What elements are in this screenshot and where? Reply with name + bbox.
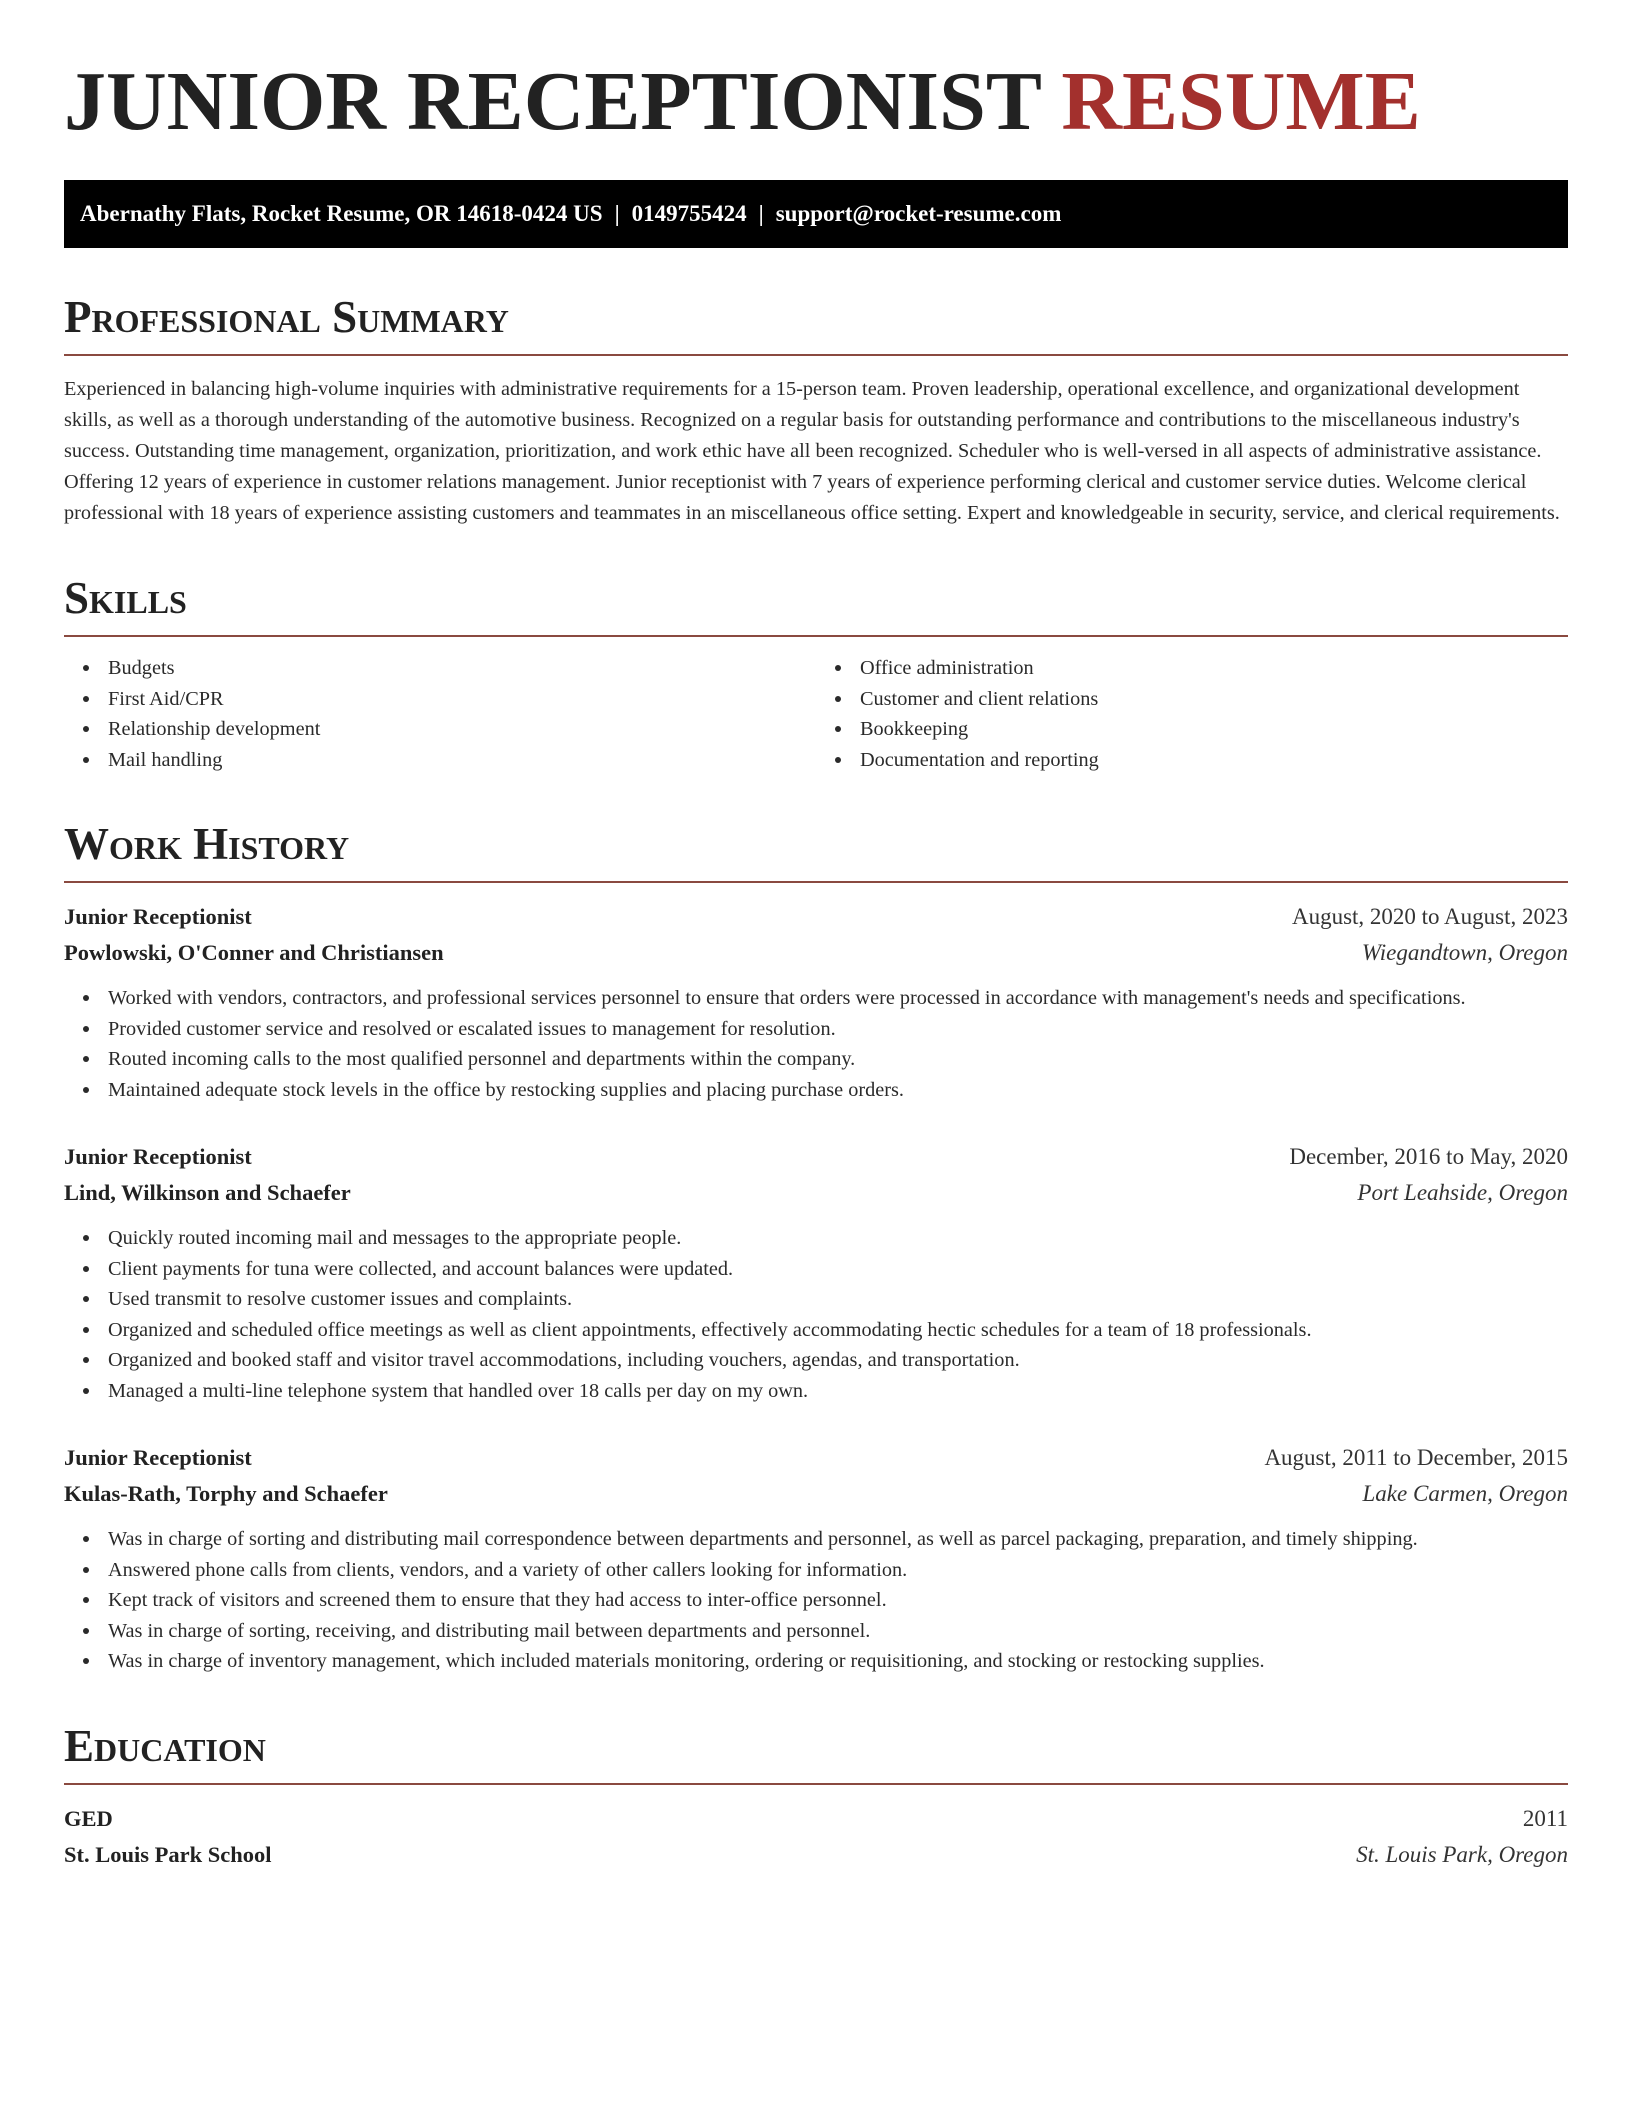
contact-separator: |	[614, 201, 620, 226]
job-duty: Answered phone calls from clients, vendors, and a variety of other callers looking for information.	[108, 1555, 1568, 1586]
education-heading: Education	[64, 1721, 1568, 1785]
job-duty: Maintained adequate stock levels in the office by restocking supplies and placing purchase orders.	[108, 1075, 1568, 1106]
job-duty: Provided customer service and resolved or escalated issues to management for resolution.	[108, 1014, 1568, 1045]
job-title-row	[64, 1440, 1568, 1476]
job-company: Lind, Wilkinson and Schaefer	[64, 1180, 351, 1205]
job-company: Kulas-Rath, Torphy and Schaefer	[64, 1481, 388, 1506]
work-history-section	[64, 819, 1568, 1677]
job-location: Wiegandtown, Oregon	[1361, 940, 1568, 965]
summary-section	[64, 292, 1568, 529]
job-location: Lake Carmen, Oregon	[1362, 1481, 1568, 1506]
skill-item: Relationship development	[108, 714, 816, 745]
job-duty: Was in charge of sorting and distributing mail correspondence between departments and personnel, as well as parcel packaging, preparation, and timely shipping.	[108, 1524, 1568, 1555]
job-title: Junior Receptionist	[64, 1445, 252, 1470]
skill-item: Bookkeeping	[860, 714, 1568, 745]
job-duties	[64, 983, 1568, 1105]
skill-item: Budgets	[108, 653, 816, 684]
skills-heading: Skills	[64, 573, 1568, 637]
job-title-row	[64, 899, 1568, 935]
job-dates: December, 2016 to May, 2020	[1289, 1144, 1568, 1169]
job-location: Port Leahside, Oregon	[1357, 1180, 1568, 1205]
summary-text: Experienced in balancing high-volume inquiries with administrative requirements for a 15-person team. Proven leadership, operational excellence, and organizational development skills, as well as a thorough understanding of the automotive business. Recognized on a regular basis for outstanding performance and contributions to the miscellaneous industry's success. Outstanding time management, organization, prioritization, and work ethic have all been recognized. Scheduler who is well-versed in all aspects of administrative assistance. Offering 12 years of experience in customer relations management. Junior receptionist with 7 years of experience performing clerical and customer service duties. Welcome clerical professional with 18 years of experience assisting customers and teammates in an miscellaneous office setting. Expert and knowledgeable in security, service, and clerical requirements.	[64, 378, 1560, 524]
contact-separator: |	[758, 201, 764, 226]
summary-heading: Professional Summary	[64, 292, 1568, 356]
work-history-heading: Work History	[64, 819, 1568, 883]
skills-list-left	[64, 653, 816, 775]
job-entry	[64, 899, 1568, 1105]
education-degree: GED	[64, 1805, 113, 1831]
job-title: Junior Receptionist	[64, 904, 252, 929]
contact-address: Abernathy Flats, Rocket Resume, OR 14618-0424 US	[80, 201, 603, 226]
job-duties	[64, 1223, 1568, 1406]
contact-phone: 0149755424	[631, 201, 747, 226]
title-accent: RESUME	[1061, 55, 1421, 148]
job-duty: Client payments for tuna were collected, and account balances were updated.	[108, 1254, 1568, 1285]
job-duty: Quickly routed incoming mail and messages to the appropriate people.	[108, 1223, 1568, 1254]
title-main: JUNIOR RECEPTIONIST	[64, 55, 1041, 148]
job-duty: Used transmit to resolve customer issues and complaints.	[108, 1284, 1568, 1315]
skill-item: Customer and client relations	[860, 684, 1568, 715]
job-company-row	[64, 1175, 1568, 1211]
job-entry	[64, 1139, 1568, 1406]
contact-email: support@rocket-resume.com	[775, 201, 1062, 226]
skill-item: Mail handling	[108, 745, 816, 776]
job-dates: August, 2011 to December, 2015	[1264, 1445, 1568, 1470]
job-duty: Organized and scheduled office meetings as well as client appointments, effectively accommodating hectic schedules for a team of 18 professionals.	[108, 1315, 1568, 1346]
job-duty: Managed a multi-line telephone system that handled over 18 calls per day on my own.	[108, 1376, 1568, 1407]
education-degree-row	[64, 1801, 1568, 1837]
job-duty: Worked with vendors, contractors, and professional services personnel to ensure that orders were processed in accordance with management's needs and specifications.	[108, 983, 1568, 1014]
skill-item: Office administration	[860, 653, 1568, 684]
education-year: 2011	[1522, 1805, 1568, 1831]
skills-columns	[64, 653, 1568, 775]
education-school-row	[64, 1837, 1568, 1873]
job-duty: Organized and booked staff and visitor travel accommodations, including vouchers, agendas, and transportation.	[108, 1345, 1568, 1376]
job-dates: August, 2020 to August, 2023	[1291, 904, 1568, 929]
job-title-row	[64, 1139, 1568, 1175]
education-school: St. Louis Park School	[64, 1841, 272, 1867]
job-duty: Routed incoming calls to the most qualified personnel and departments within the company.	[108, 1044, 1568, 1075]
skills-list-right	[816, 653, 1568, 775]
education-entry	[64, 1801, 1568, 1873]
job-duty: Kept track of visitors and screened them to ensure that they had access to inter-office personnel.	[108, 1585, 1568, 1616]
skill-item: Documentation and reporting	[860, 745, 1568, 776]
resume-title	[64, 52, 1568, 152]
education-location: St. Louis Park, Oregon	[1356, 1841, 1568, 1867]
contact-bar	[64, 180, 1568, 248]
job-duty: Was in charge of inventory management, which included materials monitoring, ordering or requisitioning, and stocking or restocking supplies.	[108, 1646, 1568, 1677]
skill-item: First Aid/CPR	[108, 684, 816, 715]
job-company: Powlowski, O'Conner and Christiansen	[64, 940, 444, 965]
job-company-row	[64, 1476, 1568, 1512]
job-duty: Was in charge of sorting, receiving, and distributing mail between departments and personnel.	[108, 1616, 1568, 1647]
job-duties	[64, 1524, 1568, 1677]
education-section	[64, 1721, 1568, 1873]
skills-section	[64, 573, 1568, 775]
job-company-row	[64, 935, 1568, 971]
job-title: Junior Receptionist	[64, 1144, 252, 1169]
job-entry	[64, 1440, 1568, 1677]
